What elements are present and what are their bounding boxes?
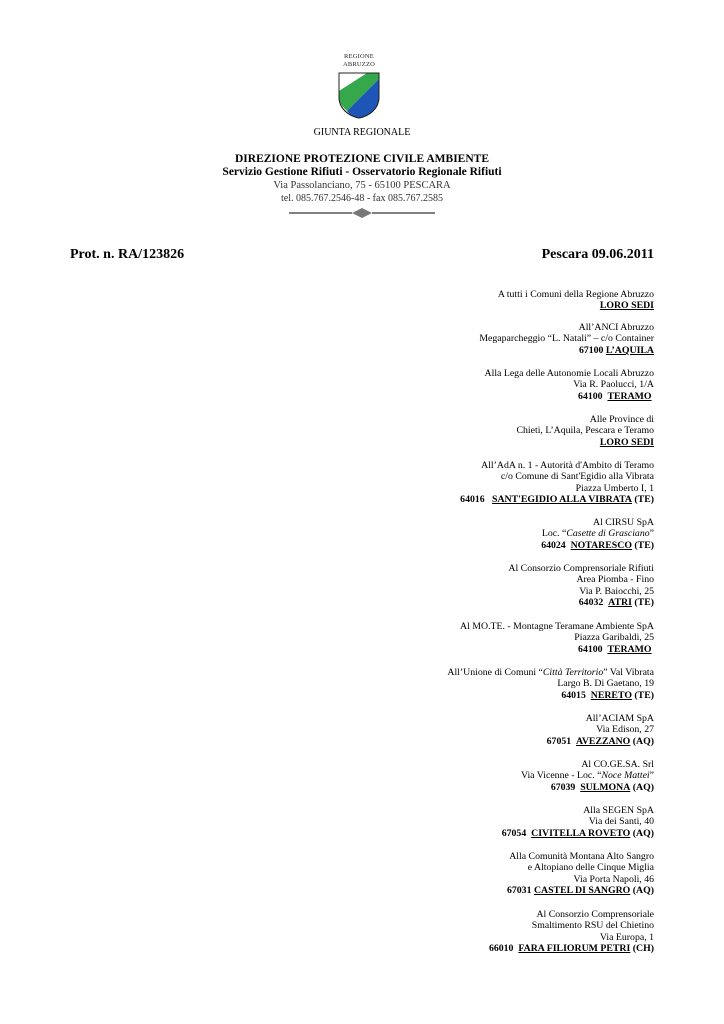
addressee-province: (AQ)	[632, 781, 654, 793]
addressee-cap: 64016	[460, 494, 485, 506]
logo-region-line2: ABRUZZO	[342, 61, 376, 68]
addressee-line: Via Porta Napoli, 46	[573, 873, 654, 885]
addressee-locality: Casette di Grasciano	[566, 528, 650, 540]
protocol-number: Prot. n. RA/123826	[70, 247, 185, 262]
addressee-block	[516, 414, 654, 448]
addressee-province: (TE)	[634, 689, 654, 701]
addressee-line: All’ACIAM SpA	[585, 713, 654, 724]
region-logo	[334, 53, 384, 119]
addressee-line: A tutti i Comuni della Regione Abruzzo	[497, 289, 654, 300]
addressee-city: TERAMO	[607, 643, 652, 655]
addressee-city: CIVITELLA ROVETO	[531, 827, 631, 839]
office-address: Via Passolanciano, 75 - 65100 PESCARA	[273, 180, 451, 191]
addressee-cap: 64100	[578, 643, 603, 655]
addressee-block	[521, 759, 654, 793]
office-contacts: tel. 085.767.2546-48 - fax 085.767.2585	[281, 193, 443, 204]
addressee-line: Al MO.TE. - Montagne Teramane Ambiente SpA	[460, 621, 654, 632]
addressee-line: Smaltimento RSU del Chietino	[531, 920, 654, 932]
addressee-city: NERETO	[590, 689, 632, 701]
addressee-province: (AQ)	[632, 735, 654, 747]
addressee-city: NOTARESCO	[570, 539, 632, 551]
addressee-line: Al Consorzio Comprensoriale Rifiuti	[508, 563, 654, 574]
addressee-line: Area Piomba - Fino	[576, 574, 654, 586]
addressee-line: All’ANCI Abruzzo	[578, 322, 654, 333]
addressee-cap: 67054	[501, 827, 527, 839]
addressee-line: Al CIRSU SpA	[593, 517, 654, 528]
addressee-city: ATRI	[608, 597, 632, 609]
addressee-block	[485, 368, 654, 402]
addressee-line: Via P. Baiocchi, 25	[579, 585, 654, 597]
abruzzo-shield-icon	[337, 71, 381, 119]
addressee-block	[502, 805, 654, 839]
addressee-cap: 64015	[561, 689, 586, 701]
addressee-line: Chieti, L’Aquila, Pescara e Teramo	[516, 425, 654, 437]
addressee-block	[447, 667, 654, 701]
addressee-name-italic: Città Territorio	[542, 667, 604, 678]
addressee-cap: 67051	[546, 735, 572, 747]
direzione-title: DIREZIONE PROTEZIONE CIVILE AMBIENTE	[234, 153, 490, 165]
addressee-line: Alla Lega delle Autonomie Locali Abruzzo	[484, 368, 654, 379]
addressee-city: CASTEL DI SANGRO	[533, 885, 631, 897]
addressee-locality: Noce Mattei	[601, 770, 650, 782]
addressee-province: (AQ)	[632, 885, 654, 897]
addressee-block	[460, 460, 654, 506]
addressee-block	[489, 909, 654, 955]
addressee-line: Via dei Santi, 40	[588, 816, 654, 828]
addressee-line: Al Consorzio Comprensoriale	[536, 909, 654, 920]
addressee-block	[460, 621, 654, 655]
addressee-province: (TE)	[634, 539, 654, 551]
addressee-province: (CH)	[632, 943, 654, 955]
addressee-city: FARA FILIORUM PETRI	[518, 943, 631, 955]
addressee-block	[498, 289, 654, 312]
addressee-line: Piazza Garibaldi, 25	[574, 632, 654, 644]
addressee-line: e Altopiano delle Cinque Miglia	[527, 862, 654, 874]
addressee-cap: 67031	[506, 885, 532, 897]
addressee-loc-suffix: ”	[649, 770, 654, 782]
addressee-name-suffix: ” Val Vibrata	[603, 667, 654, 678]
addressee-block	[479, 322, 654, 356]
addressee-line: Piazza Umberto I, 1	[575, 482, 654, 494]
addressee-loro-sedi: LORO SEDI	[599, 436, 654, 448]
addressee-line: Alla SEGEN SpA	[583, 805, 654, 816]
addressee-block	[547, 713, 654, 747]
divider-ornament-icon	[289, 207, 435, 219]
addressee-cap: 67100	[578, 344, 604, 356]
addressee-loc-prefix: Via Vicenne - Loc. “	[520, 770, 602, 782]
addressee-city: SULMONA	[580, 781, 631, 793]
addressee-cap: 67039	[550, 781, 576, 793]
servizio-title: Servizio Gestione Rifiuti - Osservatorio Regionale Rifiuti	[222, 166, 502, 178]
addressee-city: AVEZZANO	[576, 735, 631, 747]
addressee-loc-prefix: Loc. “	[541, 528, 567, 540]
addressee-block	[508, 563, 654, 609]
addressee-cap: 66010	[488, 943, 514, 955]
addressee-block	[541, 517, 654, 551]
addressee-province: (TE)	[634, 597, 654, 609]
addressee-line: c/o Comune di Sant'Egidio alla Vibrata	[500, 471, 654, 483]
addressee-city: SANT'EGIDIO ALLA VIBRATA	[492, 494, 632, 506]
addressee-cap: 64024	[541, 539, 566, 551]
addressee-line: Alla Comunità Montana Alto Sangro	[509, 851, 654, 862]
logo-region-line1: REGIONE	[344, 53, 374, 60]
addressee-name-prefix: All’Unione di Comuni “	[447, 667, 543, 678]
addressee-block	[507, 851, 654, 897]
addressee-province: (AQ)	[632, 827, 654, 839]
addressee-loro-sedi: LORO SEDI	[599, 300, 654, 312]
addressee-loc-suffix: ”	[649, 528, 654, 540]
addressee-line: Megaparcheggio “L. Natali” – c/o Container	[479, 333, 654, 345]
addressee-line: All’AdA n. 1 - Autorità d'Ambito di Teramo	[481, 460, 654, 471]
addressee-province: (TE)	[634, 494, 654, 506]
addressee-line: Via Edison, 27	[596, 724, 654, 736]
addressee-line: Al CO.GE.SA. Srl	[581, 759, 654, 770]
addressee-line: Via Europa, 1	[599, 931, 654, 943]
addressee-cap: 64100	[578, 390, 603, 402]
giunta-label: GIUNTA REGIONALE	[313, 127, 411, 138]
addressee-line: Largo B. Di Gaetano, 19	[557, 678, 654, 690]
addressee-line: Alle Province di	[589, 414, 654, 425]
addressee-line: Via R. Paolucci, 1/A	[573, 379, 654, 391]
addressee-city: L’AQUILA	[605, 344, 654, 356]
addressee-cap: 64032	[578, 597, 604, 609]
addressee-city: TERAMO	[607, 390, 652, 402]
letter-date: Pescara 09.06.2011	[541, 247, 654, 262]
